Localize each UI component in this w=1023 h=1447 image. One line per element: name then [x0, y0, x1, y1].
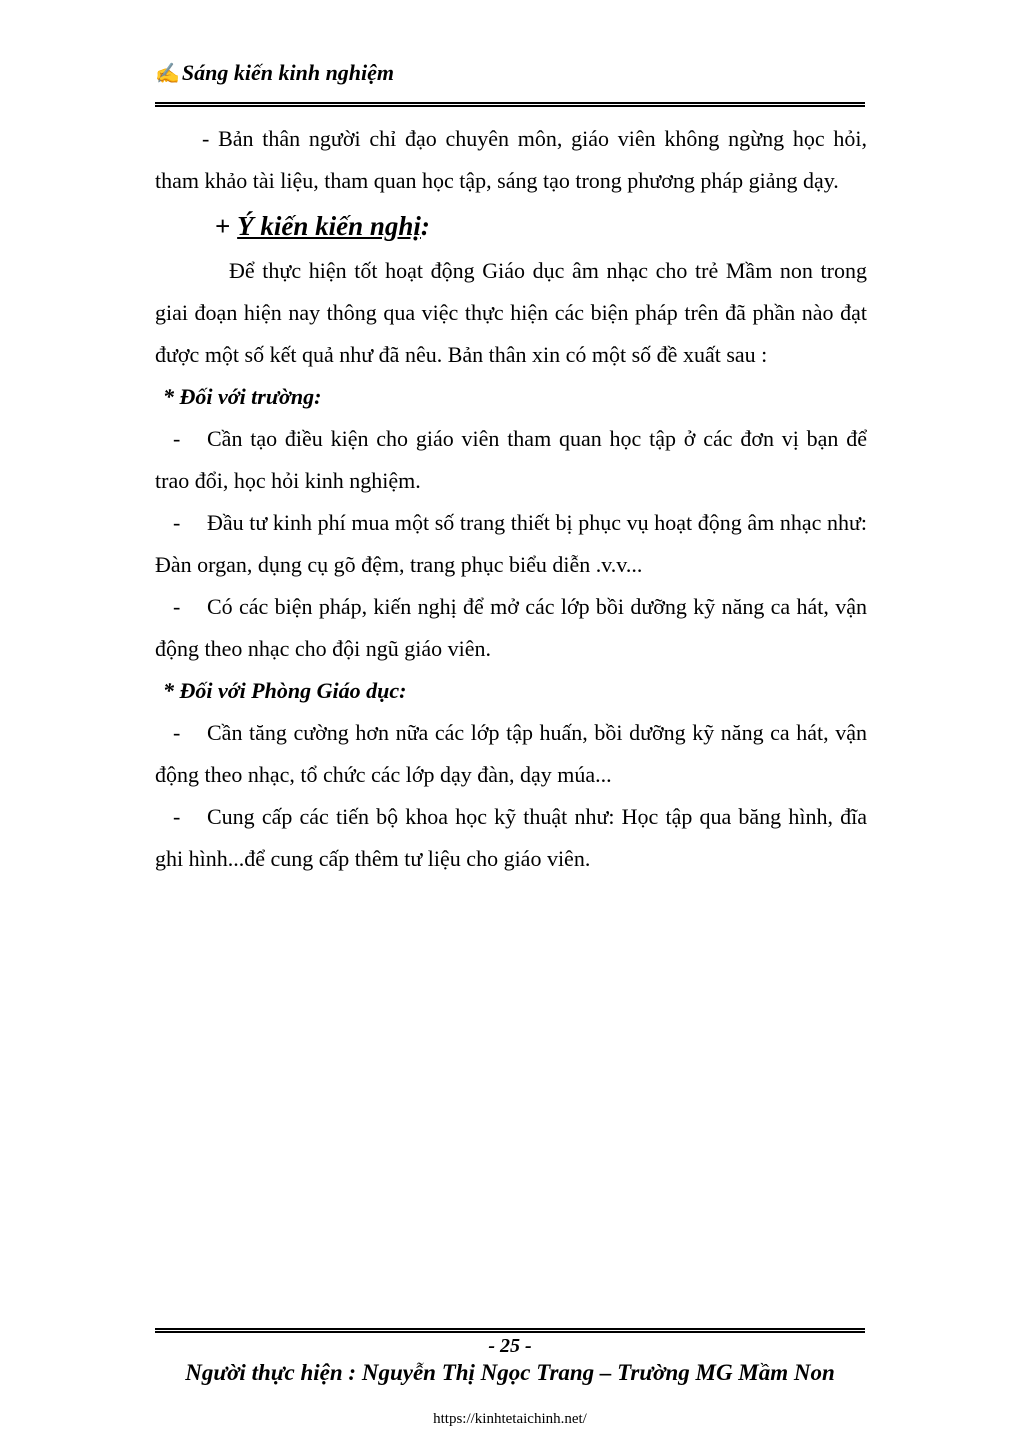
document-body	[155, 118, 867, 880]
footer-url: https://kinhtetaichinh.net/	[433, 1411, 587, 1427]
paragraph-proposal: Để thực hiện tốt hoạt động Giáo dục âm nhạc cho trẻ Mầm non trong giai đoạn hiện nay thông qua việc thực hiện các biện pháp trên đã phần nào đạt được một số kết quả như đã nêu. Bản thân xin có một số đề xuất sau :	[155, 258, 867, 367]
list-item: - Cần tạo điều kiện cho giáo viên tham quan học tập ở các đơn vị bạn để trao đổi, học hỏi kinh nghiệm.	[155, 426, 867, 493]
list-item: - Đầu tư kinh phí mua một số trang thiết bị phục vụ hoạt động âm nhạc như: Đàn organ, dụng cụ gõ đệm, trang phục biểu diễn .v.v...	[155, 510, 867, 577]
page-number: - 25 -	[488, 1335, 532, 1357]
page-header	[155, 60, 865, 86]
subsection-title-school: * Đối với trường:	[163, 384, 322, 409]
subsection-title-department: * Đối với Phòng Giáo dục:	[163, 678, 407, 703]
heading-text: Ý kiến kiến nghị	[237, 211, 421, 241]
footer-author: Người thực hiện : Nguyễn Thị Ngọc Trang – Trường MG Mầm Non	[185, 1360, 835, 1385]
paragraph-intro: - Bản thân người chỉ đạo chuyên môn, giáo viên không ngừng học hỏi, tham khảo tài liệu, tham quan học tập, sáng tạo trong phương pháp giảng dạy.	[155, 126, 867, 193]
section-heading: + Ý kiến kiến nghị:	[215, 211, 430, 241]
header-title: Sáng kiến kinh nghiệm	[181, 60, 395, 85]
list-item: - Cần tăng cường hơn nữa các lớp tập huấn, bồi dưỡng kỹ năng ca hát, vận động theo nhạc, tổ chức các lớp dạy đàn, dạy múa...	[155, 720, 867, 787]
header-rule	[155, 102, 865, 107]
list-item: - Có các biện pháp, kiến nghị để mở các lớp bồi dưỡng kỹ năng ca hát, vận động theo nhạc cho đội ngũ giáo viên.	[155, 594, 867, 661]
writing-hand-icon: ✍	[155, 63, 180, 85]
footer-rule	[155, 1328, 865, 1333]
list-item: - Cung cấp các tiến bộ khoa học kỹ thuật như: Học tập qua băng hình, đĩa ghi hình...để cung cấp thêm tư liệu cho giáo viên.	[155, 804, 867, 871]
